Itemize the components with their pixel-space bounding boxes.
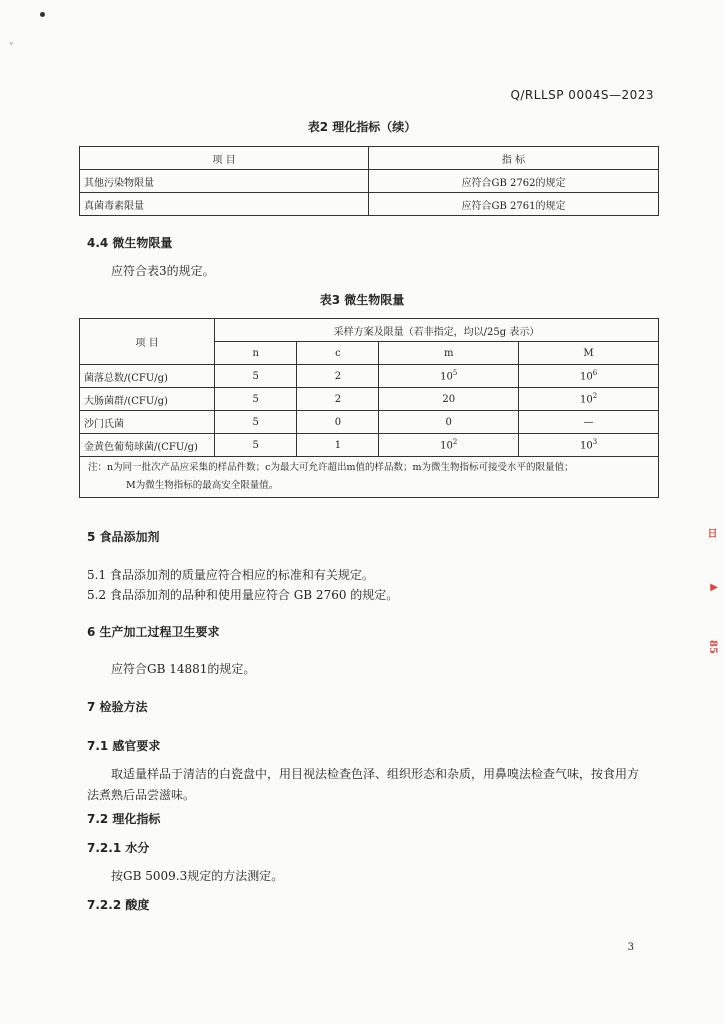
table-row xyxy=(80,365,659,388)
table-row xyxy=(80,411,659,434)
table3-note xyxy=(80,457,659,498)
section-5-1: 5.1 食品添加剂的质量应符合相应的标准和有关规定。 xyxy=(87,568,374,582)
section-7-2-2-heading: 7.2.2 酸度 xyxy=(87,898,150,912)
table3-note-line1: 注：n为同一批次产品应采集的样品件数；c为最大可允许超出m值的样品数；m为微生物指标可接受水平的限量值； xyxy=(88,462,574,473)
table3-M: $10^6$ xyxy=(519,365,659,388)
section-7-2-1-text: 按GB 5009.3规定的方法测定。 xyxy=(111,869,284,883)
section-7-1-heading: 7.1 感官要求 xyxy=(87,739,161,753)
table3-header-M: M xyxy=(519,342,659,365)
section-6-heading: 6 生产加工过程卫生要求 xyxy=(87,625,220,639)
table-row xyxy=(80,170,659,193)
table2-cell: 应符合GB 2762的规定 xyxy=(369,170,659,193)
table3-header-c: c xyxy=(297,342,379,365)
table3-m: $10^2$ xyxy=(379,434,519,457)
table3-n: 5 xyxy=(215,388,297,411)
table3-m: 0 xyxy=(379,411,519,434)
section-4-4-heading: 4.4 微生物限量 xyxy=(87,236,173,250)
table2-cell: 应符合GB 2761的规定 xyxy=(369,193,659,216)
section-7-2-heading: 7.2 理化指标 xyxy=(87,812,161,826)
table3-note-row xyxy=(80,457,659,498)
section-7-1-text: 取适量样品于清洁的白瓷盘中，用目视法检查色泽、组织形态和杂质，用鼻嗅法检查气味，按食用方法煮熟后品尝滋味。 xyxy=(87,767,640,802)
table3-c: 0 xyxy=(297,411,379,434)
table3-item: 金黄色葡萄球菌/(CFU/g) xyxy=(80,434,215,457)
table3-M: $10^3$ xyxy=(519,434,659,457)
table3 xyxy=(79,318,659,498)
stamp-fragment-top: 日 xyxy=(705,528,716,538)
table2-title: 表2 理化指标（续） xyxy=(307,120,417,134)
table3-M: $10^2$ xyxy=(519,388,659,411)
section-4-4-text: 应符合表3的规定。 xyxy=(111,264,215,278)
table3-header-n: n xyxy=(215,342,297,365)
table3-m: 20 xyxy=(379,388,519,411)
stamp-arrow-icon: ▶ xyxy=(710,582,718,593)
table3-c: 2 xyxy=(297,388,379,411)
table2 xyxy=(79,146,659,216)
table3-n: 5 xyxy=(215,365,297,388)
table3-n: 5 xyxy=(215,434,297,457)
page-number: 3 xyxy=(627,942,634,953)
section-7-heading: 7 检验方法 xyxy=(87,700,148,714)
table3-header-m: m xyxy=(379,342,519,365)
table-row xyxy=(80,388,659,411)
table2-header-index: 指 标 xyxy=(369,147,659,170)
table3-c: 1 xyxy=(297,434,379,457)
table3-n: 5 xyxy=(215,411,297,434)
table3-m: $10^5$ xyxy=(379,365,519,388)
table-row xyxy=(80,193,659,216)
table2-cell: 其他污染物限量 xyxy=(80,170,369,193)
table2-header-row xyxy=(80,147,659,170)
stamp-fragment-bottom: 85 xyxy=(707,640,718,654)
table-row xyxy=(80,434,659,457)
table3-c: 2 xyxy=(297,365,379,388)
table3-item: 沙门氏菌 xyxy=(80,411,215,434)
scan-dot xyxy=(40,12,45,17)
scan-mark: ᵥ xyxy=(10,38,13,47)
table3-header-row xyxy=(80,319,659,342)
table3-header-group: 采样方案及限量（若非指定，均以/25g 表示） xyxy=(215,319,659,342)
section-5-heading: 5 食品添加剂 xyxy=(87,530,160,544)
table3-M: — xyxy=(519,411,659,434)
table3-item: 大肠菌群/(CFU/g) xyxy=(80,388,215,411)
table3-title: 表3 微生物限量 xyxy=(319,293,405,307)
table3-item: 菌落总数/(CFU/g) xyxy=(80,365,215,388)
table3-note-line2: M为微生物指标的最高安全限量值。 xyxy=(126,480,279,491)
section-6-text: 应符合GB 14881的规定。 xyxy=(111,662,256,676)
table2-header-item: 项 目 xyxy=(80,147,369,170)
table2-cell: 真菌毒素限量 xyxy=(80,193,369,216)
section-7-2-1-heading: 7.2.1 水分 xyxy=(87,841,150,855)
section-5-2: 5.2 食品添加剂的品种和使用量应符合 GB 2760 的规定。 xyxy=(87,588,399,602)
table3-header-item: 项 目 xyxy=(80,319,215,365)
standard-code: Q/RLLSP 0004S—2023 xyxy=(510,88,654,102)
